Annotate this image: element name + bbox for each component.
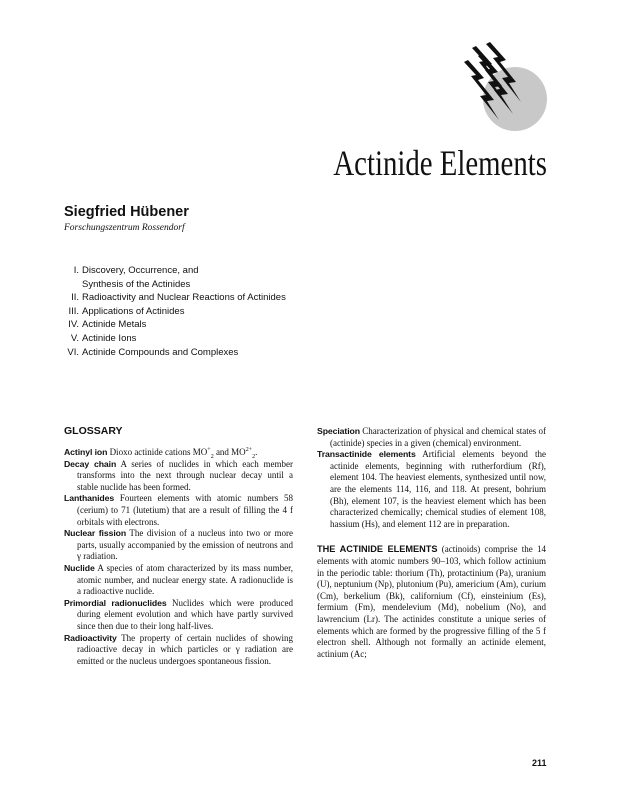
toc-item: VI. Actinide Compounds and Complexes bbox=[67, 346, 239, 358]
intro-paragraph: THE ACTINIDE ELEMENTS (actinoids) comprise the 14 elements with atomic numbers 90–103, which follow actinium in the periodic table: thorium (Th), protactinium (Pa), uranium (U), neptunium (Np), plutonium (Pu), americium (Am), curium (Cm), berkelium (Bk), californium (Cf), einsteinium (Es), fermium (Fm), mendelevium (Md), nobelium (No), and lawrencium (Lr). The actinides constitute a unique series of elements which are formed by the progressive filling of the 5 f electron shell. Although not formally an actinide element, actinium (Ac; bbox=[317, 544, 546, 659]
glossary-entry: Decay chain A series of nuclides in which each member transforms into the next through nuclear decay until a stable nuclide has been formed. bbox=[64, 458, 293, 492]
toc-item: V. Actinide Ions bbox=[70, 332, 137, 344]
glossary-entry: Lanthanides Fourteen elements with atomic numbers 58 (cerium) to 71 (lutetium) that are a result of filling the 4 f orbitals with electrons. bbox=[64, 493, 293, 527]
glossary-entry: Transactinide elements Artificial elements beyond the actinide elements, beginning with rutherfordium (Rf), element 104. The heaviest elements, synthesized until now, are the elements 114, 116, and 118. At present, bohrium (Bh), element 107, is the heaviest element which has been characterized chemically; chemical studies of element 108, hassium (Hs), and element 112 are in preparation. bbox=[317, 449, 546, 529]
glossary-entry: Actinyl ion Dioxo actinide cations $MO^+_2$ and $MO^{2+}_2$. bbox=[64, 447, 258, 460]
table-of-contents bbox=[62, 264, 286, 359]
glossary-heading: GLOSSARY bbox=[64, 425, 123, 437]
page-number: 211 bbox=[532, 758, 547, 768]
glossary-entry: Radioactivity The property of certain nuclides of showing radioactive decay in which particles or γ radiation are emitted or the nucleus undergoes spontaneous fission. bbox=[64, 632, 293, 666]
toc-item: IV. Actinide Metals bbox=[68, 319, 147, 331]
toc-item: III. Applications of Actinides bbox=[68, 305, 185, 317]
glossary-entry: Nuclide A species of atom characterized by its mass number, atomic number, and nuclear energy state. A radionuclide is a radioactive nuclide. bbox=[64, 562, 293, 597]
glossary-entry: Speciation Characterization of physical and chemical states of (actinide) species in a given (chemical) environment. bbox=[317, 426, 546, 448]
author-name: Siegfried Hübener bbox=[64, 204, 189, 220]
toc-item: II. Radioactivity and Nuclear Reactions of Actinides bbox=[71, 292, 286, 304]
toc-item: I. Discovery, Occurrence, and Synthesis of the Actinides bbox=[73, 265, 199, 290]
glossary-entry: Primordial radionuclides Nuclides which were produced during element evolution and which have partly survived since then due to their long half-lives. bbox=[64, 597, 293, 631]
page-title: Actinide Elements bbox=[333, 143, 547, 183]
glossary-column-left bbox=[64, 447, 293, 667]
glossary-entry: Nuclear fission The division of a nucleus into two or more parts, usually accompanied by the emission of neutrons and γ radiation. bbox=[64, 528, 293, 562]
author-affiliation: Forschungszentrum Rossendorf bbox=[64, 223, 185, 233]
glossary-column-right bbox=[317, 426, 546, 669]
chapter-logo-icon bbox=[462, 40, 554, 132]
